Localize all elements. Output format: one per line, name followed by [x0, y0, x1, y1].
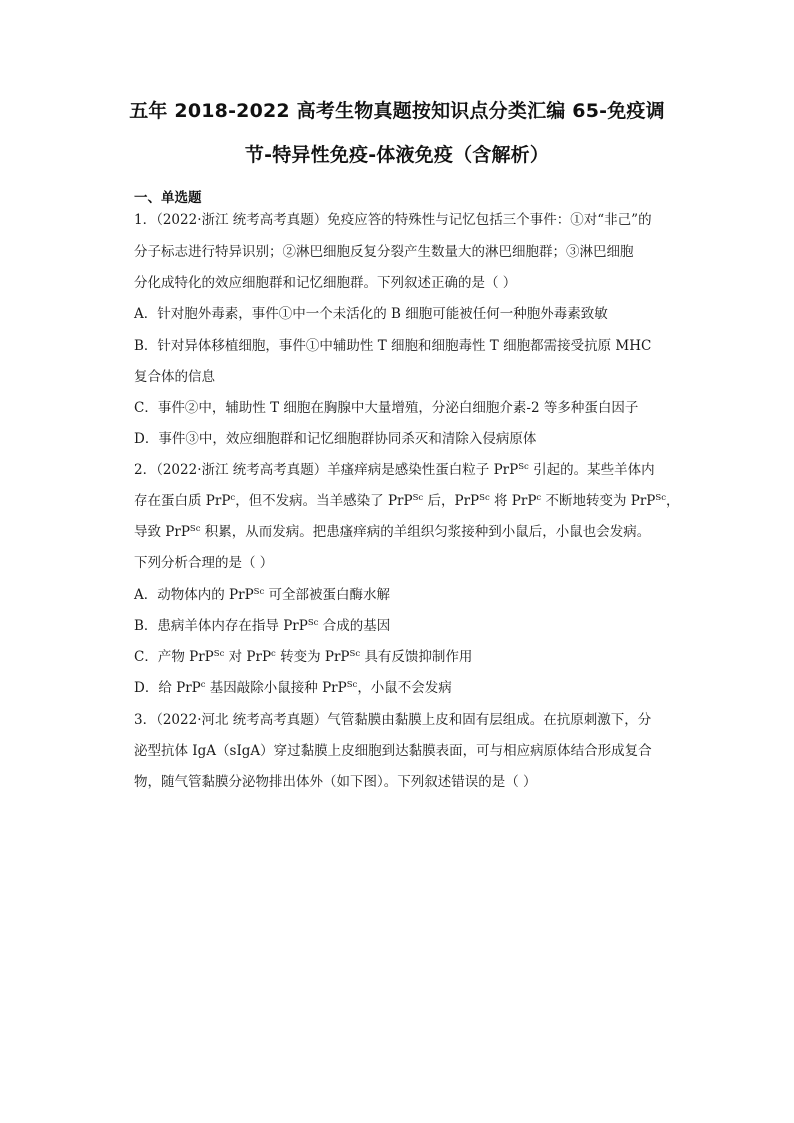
q2-stem-line-2-sup-3: Sc	[479, 493, 490, 503]
q1-option-a: A．针对胞外毒素，事件①中一个未活化的 B 细胞可能被任何一种胞外毒素致敏	[134, 306, 608, 322]
q2-stem-line-1	[134, 461, 664, 479]
q2-stem-line-2-sup-2: Sc	[412, 493, 424, 503]
section-heading: 一、单选题	[134, 190, 202, 206]
q2-option-a	[134, 586, 664, 604]
q2-option-d-post: ，小鼠不会发病	[357, 680, 452, 696]
q2-stem-line-2-f: ，	[665, 493, 680, 509]
q2-option-c-mid: 对 PrP	[224, 649, 272, 665]
q2-option-a-pre: A．动物体内的 PrP	[134, 587, 254, 603]
q2-stem-line-2-sup-1: c	[230, 493, 236, 503]
q1-option-d: D．事件③中，效应细胞群和记忆细胞群协同杀灭和清除入侵病原体	[134, 431, 537, 447]
q1-option-b-line-2: 复合体的信息	[134, 369, 215, 385]
q2-option-c-post: 具有反馈抑制作用	[360, 649, 473, 665]
q2-option-c-sup-2: c	[271, 649, 276, 659]
q2-stem-line-3	[134, 523, 664, 541]
q2-option-b-pre: B．患病羊体内存在指导 PrP	[134, 618, 308, 634]
q2-stem-line-2-a: 存在蛋白质 PrP	[134, 493, 231, 509]
q2-option-a-sup: Sc	[253, 587, 265, 597]
q2-stem-line-4: 下列分析合理的是（ ）	[134, 555, 274, 571]
q2-stem-line-2	[134, 492, 680, 510]
q2-option-d-mid: 基因敲除小鼠接种 PrP	[205, 680, 347, 696]
q2-option-d-sup-1: c	[200, 680, 206, 690]
q2-stem-line-2-b: ，但不发病。当羊感染了 PrP	[235, 493, 413, 509]
q2-option-b-sup: Sc	[307, 618, 319, 628]
q2-option-c-sup-1: Sc	[213, 649, 225, 659]
q2-stem-line-2-d: 将 PrP	[489, 493, 537, 509]
q1-stem-line-1: 1．（2022·浙江 统考高考真题）免疫应答的特殊性与记忆包括三个事件：①对“非己”的	[134, 212, 652, 228]
q3-stem-line-2: 泌型抗体 IgA（sIgA）穿过黏膜上皮细胞到达黏膜表面，可与相应病原体结合形成复合	[134, 743, 652, 759]
q1-option-b-line-1: B．针对异体移植细胞，事件①中辅助性 T 细胞和细胞毒性 T 细胞都需接受抗原 MHC	[134, 338, 652, 354]
q1-option-c: C．事件②中，辅助性 T 细胞在胸腺中大量增殖，分泌白细胞介素-2 等多种蛋白因子	[134, 400, 639, 416]
q2-stem-line-3-sup: Sc	[189, 524, 201, 534]
q2-stem-line-1-text: 2．（2022·浙江 统考高考真题）羊瘙痒病是感染性蛋白粒子 PrP	[134, 462, 519, 478]
q3-stem-line-3: 物，随气管黏膜分泌物排出体外（如下图）。下列叙述错误的是（ ）	[134, 774, 537, 790]
q2-option-b	[134, 617, 664, 635]
q3-stem-line-1: 3．（2022·河北 统考高考真题）气管黏膜由黏膜上皮和固有层组成。在抗原刺激下，分	[134, 712, 652, 728]
q1-stem-line-2: 分子标志进行特异识别；②淋巴细胞反复分裂产生数量大的淋巴细胞群；③淋巴细胞	[134, 244, 634, 260]
q2-option-c	[134, 648, 664, 666]
q2-option-b-post: 合成的基因	[318, 618, 391, 634]
q2-stem-line-3-a: 导致 PrP	[134, 524, 190, 540]
q2-option-c-sup-3: Sc	[349, 649, 361, 659]
q2-option-a-post: 可全部被蛋白酶水解	[264, 587, 391, 603]
q2-option-c-mid-2: 转变为 PrP	[275, 649, 350, 665]
q2-stem-line-2-e: 不断地转变为 PrP	[541, 493, 656, 509]
document-title-line-2: 节-特异性免疫-体液免疫（含解析）	[244, 144, 550, 166]
q2-option-d-sup-2: Sc	[346, 680, 358, 690]
q2-stem-line-1-sup: Sc	[518, 462, 529, 472]
q2-stem-line-2-sup-5: Sc	[655, 493, 666, 503]
q2-stem-line-2-c: 后，PrP	[423, 493, 480, 509]
q1-stem-line-3: 分化成特化的效应细胞群和记忆细胞群。下列叙述正确的是（ ）	[134, 275, 517, 291]
q2-stem-line-2-sup-4: c	[536, 493, 542, 503]
q2-option-d	[134, 679, 664, 697]
q2-option-c-pre: C．产物 PrP	[134, 649, 214, 665]
q2-stem-line-1-end: 引起的。某些羊体内	[528, 462, 655, 478]
q2-option-d-pre: D．给 PrP	[134, 680, 201, 696]
document-title-line-1: 五年 2018-2022 高考生物真题按知识点分类汇编 65-免疫调	[129, 100, 665, 122]
q2-stem-line-3-b: 积累，从而发病。把患瘙痒病的羊组织匀浆接种到小鼠后，小鼠也会发病。	[200, 524, 651, 540]
